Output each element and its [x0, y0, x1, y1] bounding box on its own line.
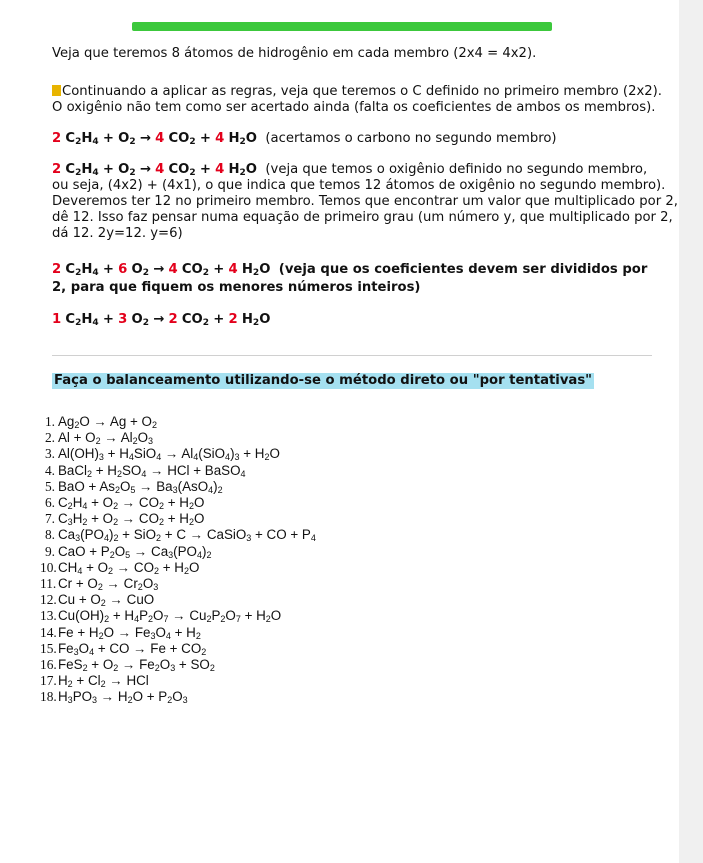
exercise-item: 6. $C_2H_4 + O_2 \to CO_2 + H_2O$	[44, 495, 205, 512]
equation-3: 2 $C_2H_4 + 6$ $O_2 \to 4$ $CO_2 + 4$ $H_2O$ (veja que os coeficientes devem ser divididos por	[52, 262, 648, 278]
exercise-item: 5. BaO + $As_2O_5 \to Ba_3(AsO_4)_2$	[44, 478, 223, 495]
paragraph-line: 2, para que fiquem os menores números inteiros)	[52, 280, 421, 295]
exercise-item: 1. $Ag_2O \to Ag + O_2$	[44, 414, 157, 430]
section-title: Faça o balanceamento utilizando-se o método direto ou "por tentativas"	[54, 373, 593, 388]
equation-4: 1 $C_2H_4 + 3$ $O_2 \to 2$ $CO_2 + 2$ $H_2O$	[52, 312, 271, 328]
exercise-list	[40, 414, 316, 706]
exercise-item: $14.Fe + H_2O \to Fe_3O_4 + H_2$	[40, 624, 201, 641]
paragraph-line: Deveremos ter 12 no primeiro membro. Temos que encontrar um valor que multiplicado por 2,	[52, 194, 678, 209]
paragraph-line: ou seja, (4x2) + (4x1), o que indica que temos 12 átomos de oxigênio no segundo membro).	[52, 178, 666, 193]
equation-1: 2 $C_2H_4 + O_2 \to 4$ $CO_2 + 4$ $H_2O$ (acertamos o carbono no segundo membro)	[52, 131, 557, 147]
paragraph-line: O oxigênio não tem como ser acertado ainda (falta os coeficientes de ambos os membros).	[52, 100, 656, 115]
exercise-item: $16.FeS_2 + O_2 \to Fe_2O_3 + SO_2$	[40, 657, 215, 674]
exercise-item: $13.Cu(OH)_2 + H_4P_2O_7 \to Cu_2P_2O_7 + H_2O$	[40, 608, 282, 625]
exercise-item: 3. $Al(OH)_3 + H_4SiO_4 \to Al_4(SiO_4)_3 + H_2O$	[44, 446, 280, 463]
exercise-item: 9. CaO + $P_2O_5 \to Ca_3(PO_4)_2$	[44, 543, 212, 560]
exercise-item: 2. $Al + O_2 \to Al_2O_3$	[44, 430, 154, 447]
exercise-item: 11. $Cr + O_2 \to Cr_2O_3$	[40, 576, 159, 593]
paragraph-line: dê 12. Isso faz pensar numa equação de primeiro grau (um número y, que multiplicado por 2,	[52, 210, 673, 225]
exercise-item: $12.Cu + O_2$ → CuO	[40, 592, 155, 609]
separator	[52, 355, 652, 356]
exercise-item: 7. $C_3H_2 + O_2 \to CO_2 + H_2O$	[44, 511, 205, 528]
exercise-item: $17.H_2 + Cl_2$ → HCl	[40, 673, 149, 690]
intro-text: Veja que teremos 8 átomos de hidrogênio em cada membro (2x4 = 4x2).	[52, 46, 537, 61]
paragraph-line: Continuando a aplicar as regras, veja que teremos o C definido no primeiro membro (2x2).	[52, 84, 662, 100]
exercise-item: $15.Fe_3O_4$ + CO → $Fe + CO_2$	[40, 640, 207, 657]
equation-2: 2 $C_2H_4 + O_2 \to 4$ $CO_2 + 4$ $H_2O$ (veja que temos o oxigênio definido no segundo membro,	[52, 162, 648, 178]
exercise-item: 8. $Ca_3(PO_4)_2 + SiO_2 + C$ → CaSiO$_3$ + CO + $P_4$	[44, 527, 316, 544]
bookmark-icon	[52, 85, 61, 96]
exercise-item: $10.CH_4 + O_2 \to CO_2 + H_2O$	[40, 559, 200, 576]
green-divider	[132, 22, 552, 31]
page-margin	[679, 0, 703, 863]
exercise-item: 4. BaCl$_2$ + $H_2SO_4$ → HCl + BaSO$_4$	[44, 462, 246, 479]
paragraph-line: dá 12. 2y=12. y=6)	[52, 226, 183, 241]
exercise-item: $18.H_3PO_3 \to H_2O + P_2O_3$	[40, 689, 188, 706]
